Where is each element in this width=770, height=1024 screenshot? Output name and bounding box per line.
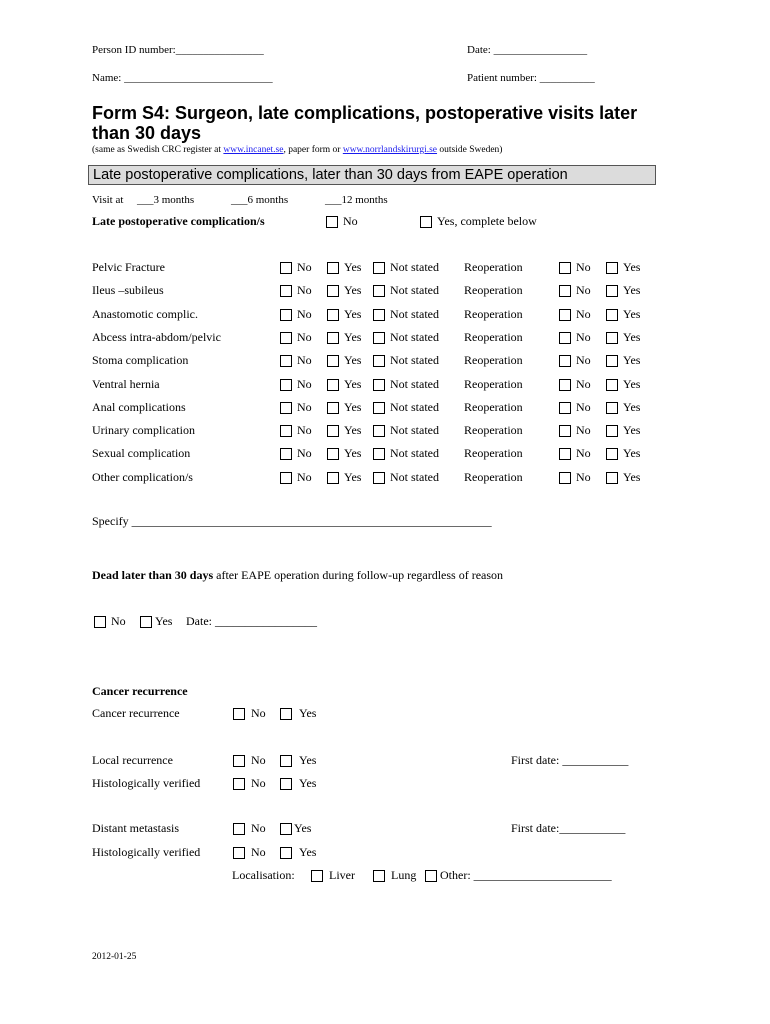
reop-yes-label: Yes [623,283,641,297]
reop-no-label: No [576,470,591,484]
no-checkbox[interactable] [280,472,292,484]
no-checkbox[interactable] [280,262,292,274]
reop-no-checkbox[interactable] [559,402,571,414]
late-comp-no-checkbox[interactable] [326,216,338,228]
local-recurrence-yes-label: Yes [299,753,317,767]
complication-row [0,260,770,278]
cancer-recurrence-yes-label: Yes [299,706,317,720]
yes-label: Yes [344,307,362,321]
reop-no-checkbox[interactable] [559,472,571,484]
distant-first-date-field[interactable]: First date:___________ [511,821,626,835]
reop-yes-label: Yes [623,470,641,484]
not-stated-label: Not stated [390,400,439,414]
no-label: No [297,423,312,437]
yes-checkbox[interactable] [327,425,339,437]
dead-question-rest: after EAPE operation during follow-up regardless of reason [213,568,504,582]
name-field[interactable]: Name: ___________________________ [92,72,273,84]
no-label: No [297,260,312,274]
reop-yes-checkbox[interactable] [606,425,618,437]
complication-label: Anal complications [92,400,186,414]
section-header [88,165,656,185]
distant-histo-yes-label: Yes [299,845,317,859]
reop-yes-checkbox[interactable] [606,309,618,321]
complication-label: Pelvic Fracture [92,260,165,274]
not-stated-label: Not stated [390,307,439,321]
complication-label: Stoma complication [92,353,189,367]
reop-yes-checkbox[interactable] [606,285,618,297]
distant-no-label: No [251,821,266,835]
reop-yes-checkbox[interactable] [606,355,618,367]
yes-checkbox[interactable] [327,472,339,484]
dead-date-field[interactable]: Date: _________________ [186,614,317,628]
reop-no-label: No [576,307,591,321]
reop-yes-label: Yes [623,423,641,437]
reoperation-label: Reoperation [464,400,523,414]
late-comp-yes-label: Yes, complete below [437,214,537,228]
complication-label: Sexual complication [92,446,191,460]
complication-label: Anastomotic complic. [92,307,198,321]
reop-yes-checkbox[interactable] [606,472,618,484]
local-histo-no-checkbox[interactable] [233,778,245,790]
yes-label: Yes [344,283,362,297]
reop-no-label: No [576,330,591,344]
no-checkbox[interactable] [280,332,292,344]
dead-question [92,568,503,583]
reop-no-label: No [576,377,591,391]
local-recurrence-no-checkbox[interactable] [233,755,245,767]
not-stated-checkbox[interactable] [373,355,385,367]
reoperation-label: Reoperation [464,307,523,321]
yes-label: Yes [344,330,362,344]
distant-histo-label: Histologically verified [92,845,201,859]
not-stated-checkbox[interactable] [373,379,385,391]
reop-yes-label: Yes [623,400,641,414]
yes-checkbox[interactable] [327,355,339,367]
no-label: No [297,470,312,484]
complication-label: Urinary complication [92,423,195,437]
reop-no-checkbox[interactable] [559,448,571,460]
footer-date: 2012-01-25 [92,952,137,962]
other-checkbox[interactable] [425,870,437,882]
person-id-field[interactable]: Person ID number:________________ [92,44,264,56]
complication-label: Abcess intra-abdom/pelvic [92,330,221,344]
yes-label: Yes [344,446,362,460]
reoperation-label: Reoperation [464,446,523,460]
yes-checkbox[interactable] [327,332,339,344]
complication-row [0,446,770,464]
complication-row [0,353,770,371]
dead-yes-label: Yes [155,614,173,628]
cancer-heading: Cancer recurrence [92,684,188,698]
yes-checkbox[interactable] [327,402,339,414]
reoperation-label: Reoperation [464,377,523,391]
reop-yes-label: Yes [623,446,641,460]
liver-checkbox[interactable] [311,870,323,882]
no-checkbox[interactable] [280,285,292,297]
not-stated-checkbox[interactable] [373,309,385,321]
reop-yes-checkbox[interactable] [606,379,618,391]
yes-label: Yes [344,377,362,391]
yes-label: Yes [344,353,362,367]
complication-row [0,307,770,325]
visit-3-months[interactable]: ___3 months [137,194,195,206]
localisation-label: Localisation: [232,868,295,882]
complication-row [0,283,770,301]
no-label: No [297,353,312,367]
local-histo-no-label: No [251,776,266,790]
complication-label: Ileus –subileus [92,283,164,297]
distant-histo-yes-checkbox[interactable] [280,847,292,859]
reop-no-label: No [576,283,591,297]
complication-label: Other complication/s [92,470,193,484]
yes-label: Yes [344,423,362,437]
no-label: No [297,400,312,414]
no-checkbox[interactable] [280,448,292,460]
no-checkbox[interactable] [280,425,292,437]
not-stated-label: Not stated [390,260,439,274]
reoperation-label: Reoperation [464,330,523,344]
complication-row [0,470,770,488]
not-stated-checkbox[interactable] [373,285,385,297]
reop-yes-label: Yes [623,260,641,274]
reop-no-checkbox[interactable] [559,379,571,391]
complication-row [0,377,770,395]
complication-row [0,400,770,418]
dead-yes-checkbox[interactable] [140,616,152,628]
local-recurrence-label: Local recurrence [92,753,173,767]
not-stated-checkbox[interactable] [373,472,385,484]
subtitle-suffix: outside Sweden) [437,145,503,155]
distant-histo-no-label: No [251,845,266,859]
not-stated-label: Not stated [390,470,439,484]
no-label: No [297,330,312,344]
not-stated-label: Not stated [390,377,439,391]
late-comp-yes-checkbox[interactable] [420,216,432,228]
form-subtitle [92,145,502,155]
local-recurrence-no-label: No [251,753,266,767]
visit-label: Visit at [92,194,124,206]
reop-yes-checkbox[interactable] [606,262,618,274]
visit-6-months[interactable]: ___6 months [231,194,289,206]
reop-no-label: No [576,353,591,367]
reop-no-checkbox[interactable] [559,425,571,437]
distant-histo-no-checkbox[interactable] [233,847,245,859]
yes-label: Yes [344,400,362,414]
liver-label: Liver [329,868,355,882]
no-checkbox[interactable] [280,355,292,367]
reop-yes-checkbox[interactable] [606,332,618,344]
reoperation-label: Reoperation [464,283,523,297]
lung-label: Lung [391,868,417,882]
not-stated-label: Not stated [390,330,439,344]
distant-no-checkbox[interactable] [233,823,245,835]
complication-row [0,423,770,441]
reop-no-label: No [576,446,591,460]
local-recurrence-yes-checkbox[interactable] [280,755,292,767]
late-comp-no-label: No [343,214,358,228]
yes-checkbox[interactable] [327,262,339,274]
norrlandskirurgi-link[interactable]: www.norrlandskirurgi.se [342,145,438,155]
dead-question-bold: Dead later than 30 days [92,568,214,582]
local-histo-yes-checkbox[interactable] [280,778,292,790]
form-title-line1: Form S4: Surgeon, late complications, postoperative visits later [92,103,638,123]
local-histo-yes-label: Yes [299,776,317,790]
other-field[interactable]: Other: _______________________ [440,868,612,882]
reop-no-checkbox[interactable] [559,262,571,274]
reop-yes-label: Yes [623,330,641,344]
distant-metastasis-label: Distant metastasis [92,821,179,835]
date-field[interactable]: Date: _________________ [467,44,588,56]
distant-yes-checkbox[interactable] [280,823,292,835]
not-stated-label: Not stated [390,283,439,297]
section-title: Late postoperative complications, later than 30 days from EAPE operation [93,167,568,183]
reop-yes-label: Yes [623,353,641,367]
subtitle-prefix: (same as Swedish CRC register at [92,145,224,155]
local-first-date-field[interactable]: First date: ___________ [511,753,629,767]
not-stated-label: Not stated [390,446,439,460]
reop-no-checkbox[interactable] [559,285,571,297]
not-stated-checkbox[interactable] [373,332,385,344]
yes-label: Yes [344,470,362,484]
yes-checkbox[interactable] [327,379,339,391]
no-label: No [297,307,312,321]
no-label: No [297,283,312,297]
cancer-recurrence-label: Cancer recurrence [92,706,180,720]
reoperation-label: Reoperation [464,260,523,274]
dead-no-label: No [111,614,126,628]
yes-checkbox[interactable] [327,448,339,460]
yes-checkbox[interactable] [327,285,339,297]
no-checkbox[interactable] [280,379,292,391]
not-stated-checkbox[interactable] [373,262,385,274]
incanet-link[interactable]: www.incanet.se [223,145,284,155]
local-histo-label: Histologically verified [92,776,201,790]
cancer-recurrence-no-checkbox[interactable] [233,708,245,720]
no-label: No [297,446,312,460]
reop-no-checkbox[interactable] [559,332,571,344]
dead-no-checkbox[interactable] [94,616,106,628]
not-stated-checkbox[interactable] [373,425,385,437]
complication-label: Ventral hernia [92,377,160,391]
reoperation-label: Reoperation [464,423,523,437]
no-checkbox[interactable] [280,309,292,321]
not-stated-checkbox[interactable] [373,448,385,460]
reoperation-label: Reoperation [464,353,523,367]
cancer-recurrence-yes-checkbox[interactable] [280,708,292,720]
form-title-line2: than 30 days [92,123,202,143]
subtitle-middle: , paper form or [283,145,343,155]
reop-no-label: No [576,260,591,274]
reoperation-label: Reoperation [464,470,523,484]
reop-yes-label: Yes [623,307,641,321]
reop-no-label: No [576,400,591,414]
not-stated-checkbox[interactable] [373,402,385,414]
no-checkbox[interactable] [280,402,292,414]
reop-yes-checkbox[interactable] [606,402,618,414]
patient-number-field[interactable]: Patient number: __________ [467,72,595,84]
specify-field[interactable]: Specify ____________________________________________________________ [92,514,492,528]
cancer-recurrence-no-label: No [251,706,266,720]
reop-no-checkbox[interactable] [559,355,571,367]
distant-yes-label: Yes [294,821,312,835]
reop-yes-checkbox[interactable] [606,448,618,460]
complication-row [0,330,770,348]
yes-checkbox[interactable] [327,309,339,321]
no-label: No [297,377,312,391]
late-comp-label: Late postoperative complication/s [92,214,265,228]
reop-yes-label: Yes [623,377,641,391]
not-stated-label: Not stated [390,353,439,367]
reop-no-checkbox[interactable] [559,309,571,321]
not-stated-label: Not stated [390,423,439,437]
yes-label: Yes [344,260,362,274]
reop-no-label: No [576,423,591,437]
lung-checkbox[interactable] [373,870,385,882]
visit-12-months[interactable]: ___12 months [325,194,388,206]
